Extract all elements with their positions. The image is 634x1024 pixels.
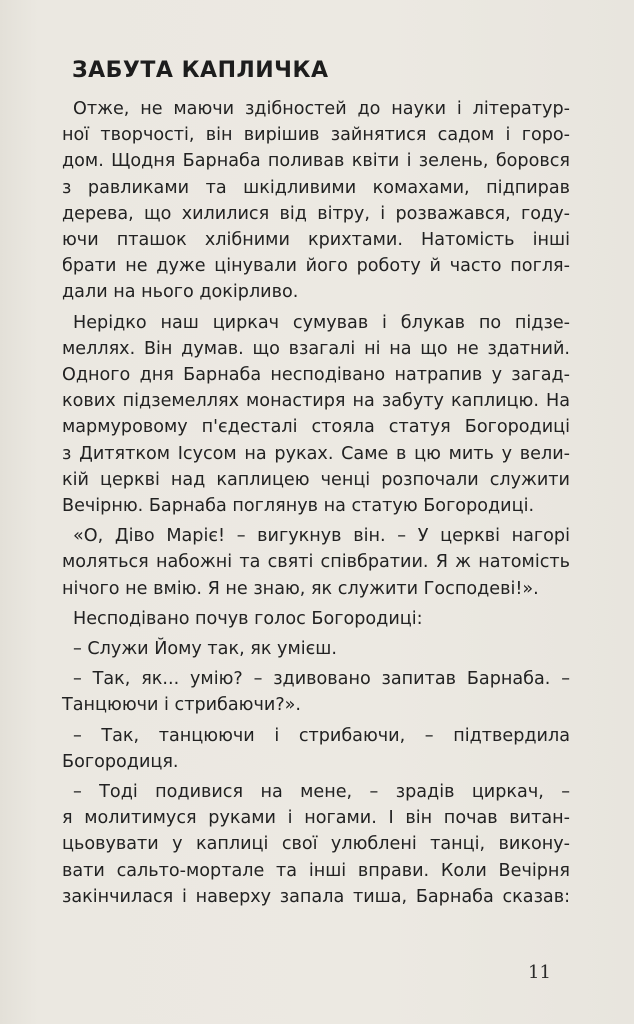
paragraph: [62, 779, 570, 910]
text-line: – Так, танцюючи і стрибаючи, – підтвердила: [73, 725, 570, 746]
text-line: з Дитятком Ісусом на руках. Саме в цю мить у вели-: [62, 443, 570, 464]
text-line: кій церкві над каплицею ченці розпочали служити: [62, 469, 570, 490]
text-line: я молитимуся руками і ногами. І він почав витан-: [62, 808, 570, 829]
text-line: «О, Діво Маріє! – вигукнув він. – У церкві нагорі: [73, 526, 570, 547]
text-line: – Тоді подивися на мене, – зрадів циркач, –: [73, 782, 570, 803]
text-line: Несподівано почув голос Богородиці:: [73, 608, 423, 629]
text-line: ючи пташок хлібними крихтами. Натомість інші: [62, 230, 570, 251]
text-line: кових підземеллях монастиря на забуту каплицю. На: [62, 391, 570, 412]
text-line: Отже, не маючи здібностей до науки і літератур-: [73, 99, 570, 119]
paragraph: [62, 636, 570, 662]
chapter-title: ЗАБУТА КАПЛИЧКА: [72, 58, 329, 83]
page-number: 11: [528, 962, 551, 983]
text-line: Нерідко наш циркач сумував і блукав по підзе-: [73, 312, 570, 333]
paragraph: [62, 666, 570, 718]
paragraph: [62, 606, 570, 632]
text-line: ної творчості, він вирішив зайнятися садом і горо-: [62, 125, 570, 146]
paragraph: [62, 723, 570, 775]
text-line: Одного дня Барнаба несподівано натрапив у загад-: [62, 365, 570, 386]
text-line: дом. Щодня Барнаба поливав квіти і зелень, боровся: [62, 151, 570, 172]
text-line: моляться набожні та святі співбратии. Я ж натомість: [62, 552, 570, 573]
body-text: [62, 96, 570, 914]
text-line: вати сальто-мортале та інші вправи. Коли Вечірня: [62, 860, 570, 881]
paragraph: [62, 96, 570, 306]
text-line: Вечірню. Барнаба поглянув на статую Богородиці.: [62, 496, 535, 517]
text-line: брати не дуже цінували його роботу й часто погля-: [62, 256, 570, 277]
text-line: цьовувати у каплиці свої улюблені танці, викону-: [62, 834, 570, 855]
text-line: дерева, що хилилися від вітру, і розважався, году-: [62, 203, 570, 224]
text-line: Танцюючи і стрибаючи?».: [62, 695, 302, 716]
text-line: – Служи Йому так, як умієш.: [73, 639, 337, 660]
text-line: закінчилася і наверху запала тиша, Барнаба сказав:: [62, 886, 570, 907]
text-line: меллях. Він думав. що взагалі ні на що не здатний.: [62, 338, 570, 359]
text-line: мармуровому п'єдесталі стояла статуя Богородиці: [62, 417, 570, 438]
text-line: нічого не вмію. Я не знаю, як служити Господеві!».: [62, 578, 539, 599]
text-line: дали на нього докірливо.: [62, 282, 299, 303]
paragraph: [62, 523, 570, 602]
paragraph: [62, 310, 570, 520]
text-line: – Так, як... умію? – здивовано запитав Барнаба. –: [73, 669, 570, 690]
text-line: з равликами та шкідливими комахами, підпирав: [62, 177, 570, 198]
text-line: Богородиця.: [62, 751, 179, 772]
